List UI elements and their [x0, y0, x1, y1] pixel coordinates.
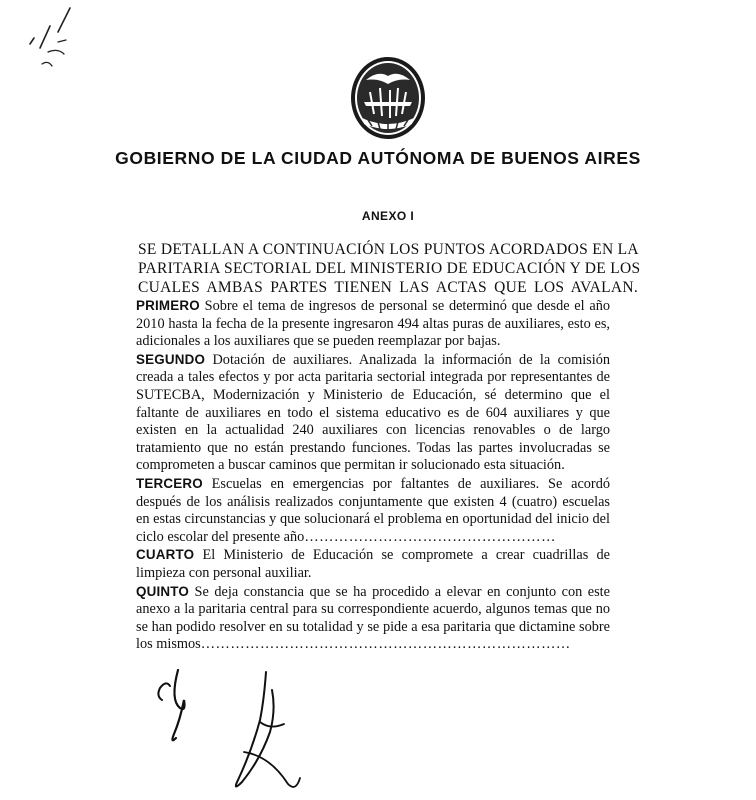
item-text: Se deja constancia que se ha procedido a elevar en conjunto con este anexo a la paritaria central para su correspondiente acuerdo, algunos temas que no se han podido resolver en su totalidad y se pide a esa paritaria que dictamine sobre los mismos [136, 583, 610, 653]
intro-line: PARITARIA SECTORIAL DEL MINISTERIO DE EDUCACIÓN Y DE LOS [138, 260, 641, 277]
item-tercero [136, 475, 610, 546]
item-text: Sobre el tema de ingresos de personal se determinó que desde el año 2010 hasta la fecha de la presente ingresaron 494 altas puras de auxiliares, esto es, adicionales a los auxiliares que se pueden reemplazar por bajas. [136, 298, 610, 350]
agreement-items [136, 297, 610, 654]
handwritten-signature [120, 660, 380, 795]
item-text: Dotación de auxiliares. Analizada la información de la comisión creada a tales efectos y por acta paritaria sectorial integrada por representantes de SUTECBA, Modernización y Ministerio de Educación, sé determino que el faltante de auxiliares en todo el sistema educativo es de 604 auxiliares y que existen en la actualidad 240 auxiliares con licencias renovables o de largo tratamiento que no están prestando funciones. Todas las partes involucradas se comprometen a buscar caminos que permitan ir solucionado esta situación. [136, 351, 610, 474]
item-label: PRIMERO [136, 298, 200, 313]
item-cuarto [136, 546, 610, 582]
item-label: QUINTO [136, 583, 190, 599]
dot-leader: ………………………………………………………………… [200, 636, 571, 653]
coat-of-arms-seal [346, 52, 430, 142]
item-segundo [136, 351, 610, 475]
intro-paragraph [138, 240, 641, 297]
item-quinto [136, 583, 610, 654]
intro-line: CUALES AMBAS PARTES TIENEN LAS ACTAS QUE LOS AVALAN. [138, 279, 638, 296]
item-text: El Ministerio de Educación se compromete a crear cuadrillas de limpieza con personal auxiliar. [136, 547, 610, 581]
government-title: GOBIERNO DE LA CIUDAD AUTÓNOMA DE BUENOS AIRES [115, 148, 641, 168]
item-label: TERCERO [136, 475, 203, 491]
intro-line: SE DETALLAN A CONTINUACIÓN LOS PUNTOS ACORDADOS EN LA [138, 241, 639, 258]
item-label: CUARTO [136, 547, 195, 563]
item-label: SEGUNDO [136, 351, 206, 367]
annex-title: ANEXO I [361, 209, 415, 223]
handwritten-mark [18, 4, 88, 74]
item-text: Escuelas en emergencias por faltantes de auxiliares. Se acordó después de los análisis realizados conjuntamente que existen 4 (cuatro) escuelas en estas circunstancias y que solucionará el problema en oportunidad del inicio del ciclo escolar del presente año [136, 475, 610, 545]
dot-leader: …………………………………………… [304, 528, 556, 545]
item-primero [136, 297, 610, 351]
